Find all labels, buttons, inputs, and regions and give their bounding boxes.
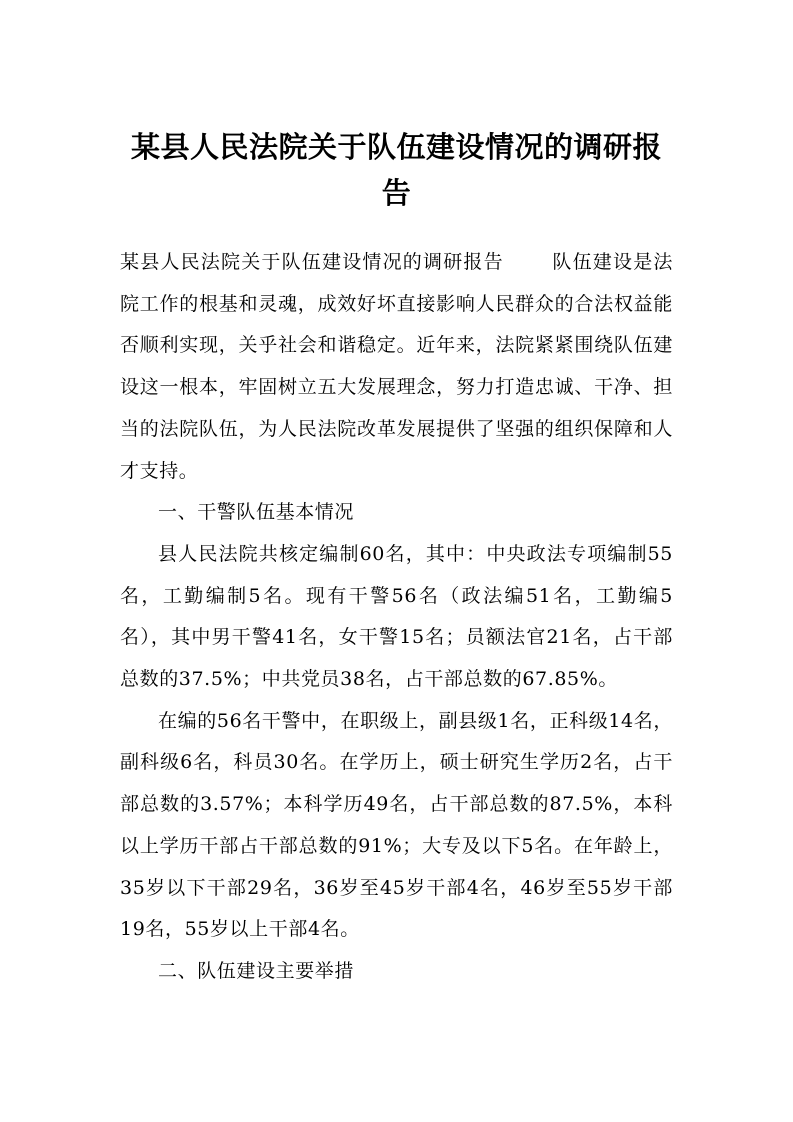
intro-repeat-title: 某县人民法院关于队伍建设情况的调研报告 [120, 251, 504, 273]
section1-paragraph-1: 县人民法院共核定编制60名，其中：中央政法专项编制55名，工勤编制5名。现有干警56名（政法编51名，工勤编5名），其中男干警41名，女干警15名；员额法官21名，占干部总数的37.5%；中共党员38名，占干部总数的67.85%。 [120, 542, 673, 691]
section-heading-2: 二、队伍建设主要举措 [158, 959, 355, 982]
section-heading-1: 一、干警队伍基本情况 [158, 501, 355, 524]
intro-paragraph [120, 242, 673, 492]
intro-body: 队伍建设是法院工作的根基和灵魂，成效好坏直接影响人民群众的合法权益能否顺利实现，关乎社会和谐稳定。近年来，法院紧紧围绕队伍建设这一根本，牢固树立五大发展理念，努力打造忠诚、干净、担当的法院队伍，为人民法院改革发展提供了坚强的组织保障和人才支持。 [120, 251, 673, 482]
document-title: 某县人民法院关于队伍建设情况的调研报告 [130, 130, 662, 210]
document-body [120, 242, 673, 993]
section1-paragraph-2: 在编的56名干警中，在职级上，副县级1名，正科级14名，副科级6名，科员30名。在学历上，硕士研究生学历2名，占干部总数的3.57%；本科学历49名，占干部总数的87.5%，本科以上学历干部占干部总数的91%；大专及以下5名。在年龄上，35岁以下干部29名，36岁至45岁干部4名，46岁至55岁干部19名，55岁以上干部4名。 [120, 709, 673, 941]
